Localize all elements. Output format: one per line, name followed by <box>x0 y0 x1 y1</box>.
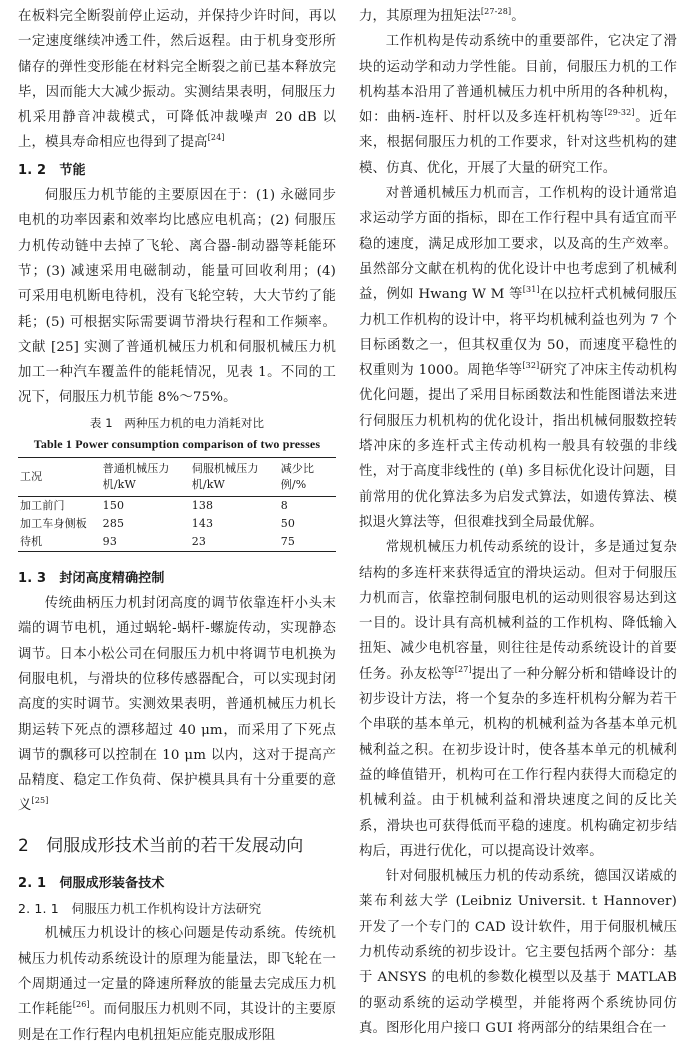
right-column <box>359 4 677 1041</box>
section-heading: 1. 3 封闭高度精确控制 <box>18 570 165 586</box>
citation: [25] <box>31 796 49 806</box>
chapter-heading: 2 伺服成形技术当前的若干发展动向 <box>18 835 304 856</box>
table-cell: 23 <box>191 534 207 548</box>
paragraph: 机械压力机设计的核心问题是传动系统。传统机械压力机传动系统设计的原理为能量法，即飞轮在一个周期通过一定量的降速所释放的能量去完成压力机工作耗能[26]。而伺服压力机则不同，其设计的主要原则是在工作行程内电机扭矩应能克服成形阻 <box>18 926 337 1043</box>
citation: [27-28] <box>480 7 512 16</box>
table-cell: 待机 <box>20 534 43 548</box>
table-caption-en: Table 1 Power consumption comparison of two presses <box>33 436 321 451</box>
table-cell: 75 <box>280 534 296 548</box>
paragraph: 针对伺服机械压力机的传动系统，德国汉诺威的莱布利兹大学 (Leibniz Universit. t Hannover) 开发了一个专门的 CAD 设计软件，用于伺服机械压力机传动系统的初步设计。它主要包括两个部分：基于 ANSYS 的电机的参数化模型以及基于 MATLAB 的驱动系统的运动学模型，并能将两个系统协同仿真。图形化用户接口 GUI 将两部分的结果组合在一 <box>359 869 677 1036</box>
citation: [27] <box>454 664 472 674</box>
table-row <box>18 515 336 533</box>
table-row <box>18 533 336 552</box>
paragraph: 力，其原理为扭矩法[27-28]。 <box>359 7 525 24</box>
paragraph: 传统曲柄压力机封闭高度的调节依靠连杆小头末端的调节电机，通过蜗轮-蜗杆-螺旋传动，实现静态调节。日本小松公司在伺服压力机中将调节电机换为伺服电机，与滑块的位移传感器配合，可以实现封闭高度的实时调节。实测效果表明，普通机械压力机长期运转下死点的漂移超过 40 μm，而采用了下死点调节的飘移可以控制在 10 μm 以内，这对于提高产品精度、稳定工作负荷、保护模具具有十分重要的意义[25] <box>18 596 336 814</box>
citation: [24] <box>207 133 225 143</box>
subsection-heading: 2. 1. 1 伺服压力机工作机构设计方法研究 <box>18 901 262 917</box>
citation: [26] <box>72 1000 90 1010</box>
table-header: 减少比例/% <box>280 461 315 491</box>
section-heading: 1. 2 节能 <box>18 162 86 178</box>
paragraph: 伺服压力机节能的主要原因在于：(1) 永磁同步电机的功率因素和效率均比感应电机高；(2) 伺服压力机传动链中去掉了飞轮、离合器-制动器等耗能环节；(3) 减速采用电磁制动，能量可回收利用；(4) 可采用电机断电待机，没有飞轮空转，大大节约了能耗；(5) 可根据实际需要调节滑块行程和工作频率。文献 [25] 实测了普通机械压力机和伺服机械压力机加工一种汽车覆盖件的能耗情况，见表 1。不同的工况下，伺服压力机节能 8%～75%。 <box>18 188 336 406</box>
citation: [31] <box>522 285 540 295</box>
table-cell: 50 <box>280 516 296 530</box>
table-cell: 93 <box>102 534 117 548</box>
table-cell: 285 <box>102 516 125 530</box>
table-cell: 150 <box>102 498 125 512</box>
power-table <box>18 457 336 552</box>
citation: [29-32] <box>604 108 635 118</box>
table-header-row <box>18 457 336 496</box>
table-cell: 加工前门 <box>20 498 65 512</box>
table-caption-cn: 表 1 两种压力机的电力消耗对比 <box>89 415 265 430</box>
section-heading: 2. 1 伺服成形装备技术 <box>18 875 165 891</box>
paragraph: 对普通机械压力机而言，工作机构的设计通常追求运动学方面的指标，即在工作行程中具有适宜而平稳的速度，满足成形加工要求，以及高的生产效率。虽然部分文献在机构的优化设计中也考虑到了机械利益，例如 Hwang W M 等[31]在以拉杆式机械伺服压力机工作机构的设计中，将平均机械利益也列为 7 个目标函数之一，但其权重仅为 50，而速度平稳性的权重则为 1000。周艳华等[32]研究了冲床主传动机构优化问题，提出了采用目标函数法和性能图谱法来进行伺服压力机机构的优化设计，指出机械伺服数控转塔冲床的多连杆式主传动机构一般具有较强的非线性，对于高度非线性的 (单) 多目标优化设计问题，目前常用的优化算法多为启发式算法，如遗传算法、模拟退火算法等，但很难找到全局最优解。 <box>359 186 678 530</box>
citation: [32] <box>522 361 540 371</box>
table-cell: 143 <box>191 516 214 530</box>
left-column <box>18 4 336 1048</box>
table-cell: 138 <box>191 498 214 512</box>
table-header: 伺服机械压力机/kW <box>191 461 259 491</box>
table-header: 工况 <box>20 469 43 483</box>
table-row <box>18 496 336 515</box>
table-cell: 8 <box>280 498 288 512</box>
paragraph: 常规机械压力机传动系统的设计，多是通过复杂结构的多连杆来获得适宜的滑块运动。但对于伺服压力机而言，依靠控制伺服电机的运动则很容易达到这一目的。设计具有高机械利益的工作机构、降低输入扭矩、减少电机容量，则往往是传动系统设计的首要任务。孙友松等[27]提出了一种分解分析和错峰设计的初步设计方法，将一个复杂的多连杆机构分解为若干个串联的基本单元，机构的机械利益为各基本单元机械利益之积。在初步设计时，使各基本单元的机械利益的峰值错开，机构可在工作行程内获得大而稳定的机械利益。由于机械利益和滑块速度之间的反比关系，滑块也可获得低而平稳的速度。机构确定初步结构后，再进行优化，可以提高设计效率。 <box>359 540 677 859</box>
paragraph: 工作机构是传动系统中的重要部件，它决定了滑块的运动学和动力学性能。目前，伺服压力机的工作机构基本沿用了普通机械压力机中所用的各种机构，如：曲柄-连杆、肘杆以及多连杆机构等[29-32]。近年来，根据伺服压力机的工作要求，针对这些机构的建模、仿真、优化，开展了大量的研究工作。 <box>359 34 677 176</box>
table-header: 普通机械压力机/kW <box>102 461 170 491</box>
paragraph: 在板料完全断裂前停止运动，并保持少许时间，再以一定速度继续冲透工件，然后返程。由于机身变形所储存的弹性变形能在材料完全断裂之前已基本释放完毕，因而能大大减少振动。实测结果表明，伺服压力机采用静音冲裁模式，可降低冲裁噪声 20 dB 以上，模具寿命相应也得到了提高[24] <box>18 9 336 151</box>
table-cell: 加工车身侧板 <box>20 516 87 530</box>
